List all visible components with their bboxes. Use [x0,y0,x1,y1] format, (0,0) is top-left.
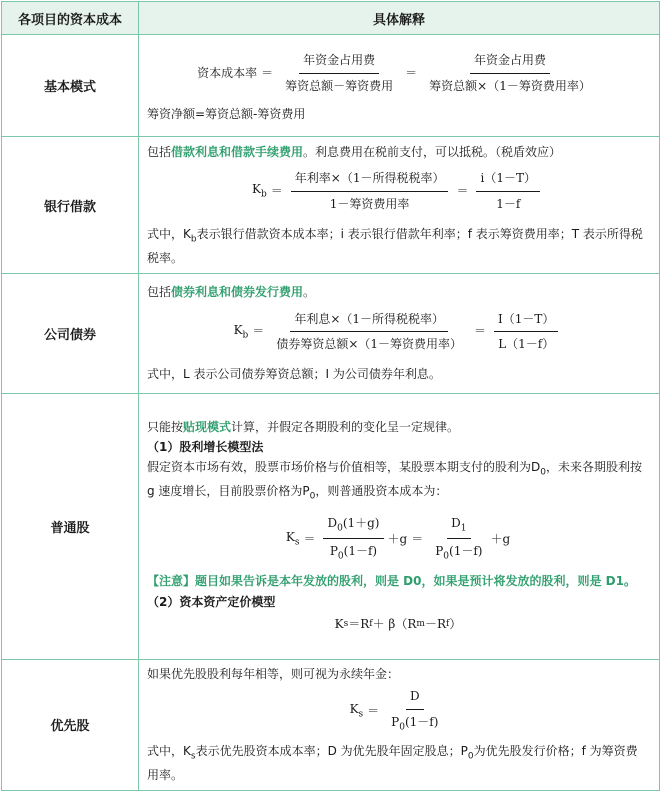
preferred-intro: 如果优先股股利每年相等，则可视为永续年金： [147,667,400,681]
row-preferred [2,660,660,791]
common-formula-1: $K_s$ ＝ $\frac{D_0(1+g)}{P_0(1-f)}$ ＋g ＝ $\frac{D_1}{P_0(1-f)}$ ＋g [147,513,649,565]
preferred-desc: 式中，$K_s$表示优先股资本成本率；D 为优先股年固定股息；$P_0$为优先股发行价格；f 为筹资费用率。 [147,744,638,783]
capital-cost-table [1,1,660,791]
bond-formula: $K_b$ ＝ $\frac{\text{年利息×（1－所得税税率）}}{\text{债券筹资总额×（1－筹资费用率）}}$ ＝ $\frac{I(1-T)}{L(1-f)}$ [147,309,649,355]
row-bond [2,274,660,394]
bond-desc: 式中，L 表示公司债券筹资总额；I 为公司债券年利息。 [147,367,441,382]
common-method1-desc: 假定资本市场有效，股票市场价格与价值相等，某股票本期支付的股利为$D_0$，未来各期股利按 g 速度增长，目前股票价格为$P_0$，则普通股资本成本为： [147,460,642,502]
basic-f2-den: 筹资总额×（1－筹资费用率） [429,78,591,93]
basic-f2-num: 年资金占用费 [470,50,550,73]
category-basic: 基本模式 [2,35,139,137]
common-formula-2: K s ＝R f ＋ β（R m －R f ） [334,616,462,631]
preferred-formula: $K_s$ ＝ $\frac{D}{P_0(1-f)}$ [147,686,649,735]
bank-intro: 包括借款利息和借款手续费用。利息费用在税前支付，可以抵税。（税盾效应） [147,144,562,159]
bank-formula: $K_b$ ＝ $\frac{\text{年利率×（1－所得税税率）}}{\text{1－筹资费用率}}$ ＝ $\frac{i(1-T)}{1-f}$ [147,168,649,214]
basic-f1-num: 年资金占用费 [299,50,379,73]
row-bank [2,137,660,274]
common-fraction-1: $\frac{D_0(1+g)}{P_0(1-f)}$ [323,513,383,565]
row-common [2,394,660,660]
cell-bank [139,137,660,274]
row-basic [2,35,660,137]
category-bank: 银行借款 [2,137,139,274]
bond-fraction-2: $\frac{I(1-T)}{L(1-f)}$ [494,309,558,355]
header-category: 各项目的资本成本 [2,2,139,35]
preferred-fraction: $\frac{D}{P_0(1-f)}$ [387,686,442,735]
category-bond: 公司债券 [2,274,139,394]
basic-fraction-1 [281,50,397,96]
common-fraction-2: $\frac{D_1}{P_0(1-f)}$ [431,513,486,565]
basic-formula: 资本成本率 ＝ $\frac{\text{年资金占用费}}{\text{筹资总额－筹资费用}}$ ＝ $\frac{\text{年资金占用费}}{\text{筹资总额×（1－筹资费用率）}}$ [147,50,649,96]
cell-basic [139,35,660,137]
common-intro: 只能按贴现模式计算，并假定各期股利的变化呈一定规律。 [147,419,460,434]
bank-desc: 式中，$K_b$表示银行借款资本成本率；i 表示银行借款年利率；f 表示筹资费用率；T 表示所得税税率。 [147,227,643,265]
table-header-row [2,2,660,35]
header-explanation: 具体解释 [139,2,660,35]
common-note: 【注意】题目如果告诉是本年发放的股利，则是 D0，如果是预计将发放的股利，则是 D1。 [147,574,636,589]
bond-fraction-1: $\frac{\text{年利息×（1－所得税税率）}}{\text{债券筹资总额×（1－筹资费用率）}}$ [272,309,466,355]
common-method2-title: （2）资本资产定价模型 [147,594,276,609]
common-method1-title: （1）股利增长模型法 [147,440,264,455]
basic-f1-den: 筹资总额－筹资费用 [285,78,394,93]
basic-net-note: 筹资净额=筹资总额-筹资费用 [147,107,306,122]
cell-bond [139,274,660,394]
cell-common [139,394,660,660]
category-preferred: 优先股 [2,660,139,791]
cell-preferred [139,660,660,791]
basic-lhs: 资本成本率 [197,66,258,81]
basic-fraction-2 [425,50,595,96]
bank-fraction-2: $\frac{i(1-T)}{1-f}$ [476,168,539,214]
bank-fraction-1: $\frac{\text{年利率×（1－所得税税率）}}{\text{1－筹资费用率}}$ [291,168,449,214]
bond-intro: 包括债券利息和债券发行费用。 [147,285,316,300]
category-common: 普通股 [2,394,139,660]
